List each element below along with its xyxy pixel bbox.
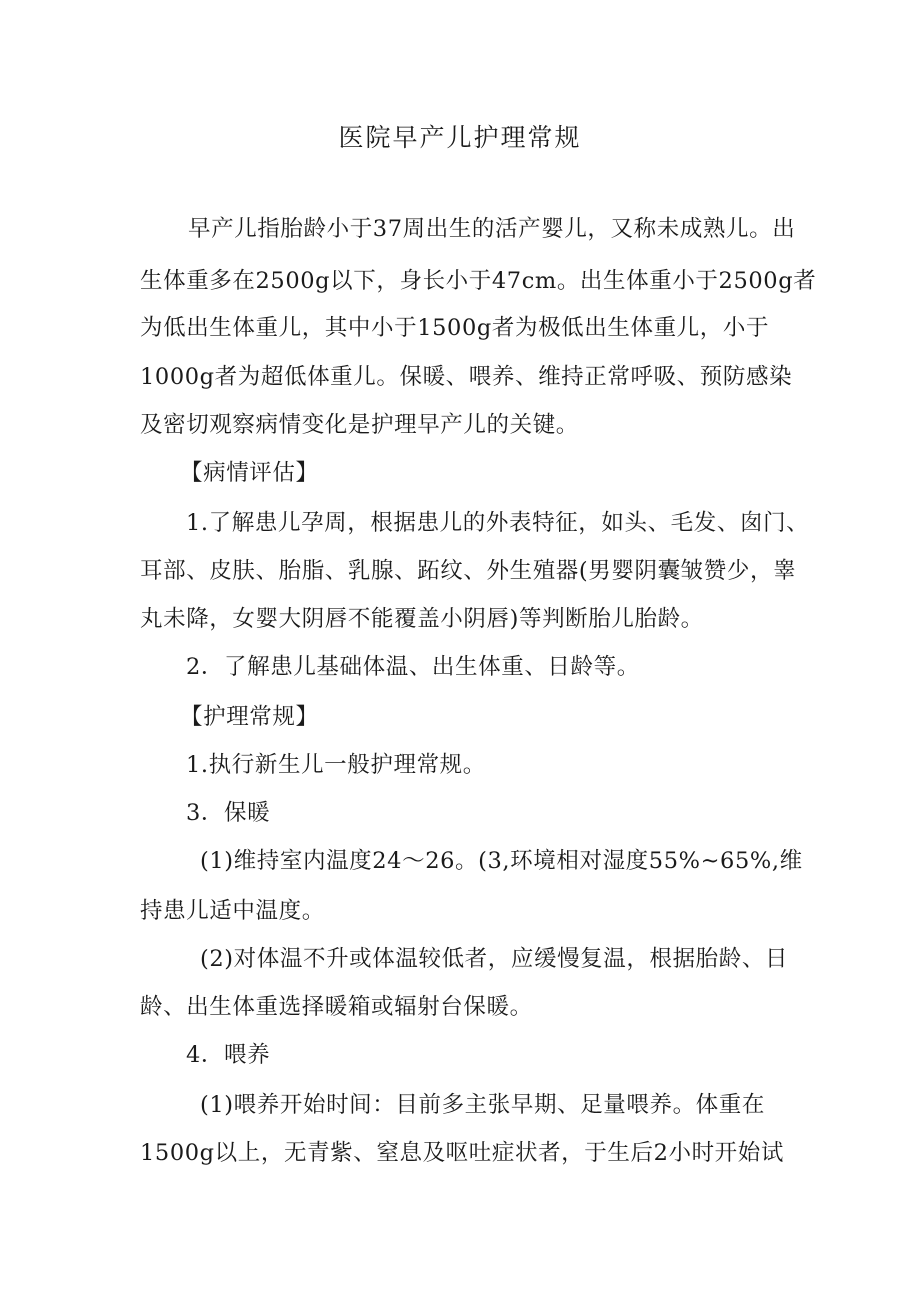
section-heading: 【病情评估】 (180, 460, 319, 486)
text-line: 2．了解患儿基础体温、出生体重、日龄等。 (186, 654, 640, 680)
text-line: 龄、出生体重选择暖箱或辐射台保暖。 (140, 994, 533, 1020)
document-title: 医院早产儿护理常规 (338, 123, 582, 152)
text-line: 及密切观察病情变化是护理早产儿的关键。 (140, 412, 579, 438)
text-line: 1000g者为超低体重儿。保暖、喂养、维持正常呼吸、预防感染 (140, 364, 793, 390)
text-line: 生体重多在2500g以下，身长小于47cm。出生体重小于2500g者 (140, 268, 817, 294)
text-line: 早产儿指胎龄小于37周出生的活产婴儿，又称未成熟儿。出 (188, 216, 796, 242)
text-line: 1.执行新生儿一般护理常规。 (186, 752, 486, 778)
text-line: 耳部、皮肤、胎脂、乳腺、跖纹、外生殖器(男婴阴囊皱赞少，睾 (140, 558, 797, 584)
text-line: (2)对体温不升或体温较低者，应缓慢复温，根据胎龄、日 (200, 946, 789, 972)
text-line: 持患儿适中温度。 (140, 898, 325, 924)
text-line: 1.了解患儿孕周，根据患儿的外表特征，如头、毛发、囱门、 (186, 510, 810, 536)
text-line: 4．喂养 (186, 1042, 271, 1068)
text-line: 丸未降，女婴大阴唇不能覆盖小阴唇)等判断胎儿胎龄。 (140, 606, 704, 632)
text-line: 3．保暖 (186, 800, 271, 826)
text-line: 1500g以上，无青紫、窒息及呕吐症状者，于生后2小时开始试 (140, 1140, 784, 1166)
text-line: (1)喂养开始时间：目前多主张早期、足量喂养。体重在 (200, 1092, 765, 1118)
text-line: (1)维持室内温度24～26。(3,环境相对湿度55%~65%,维 (200, 848, 803, 874)
section-heading: 【护理常规】 (180, 704, 319, 730)
text-line: 为低出生体重儿，其中小于1500g者为极低出生体重儿，小于 (140, 315, 770, 341)
